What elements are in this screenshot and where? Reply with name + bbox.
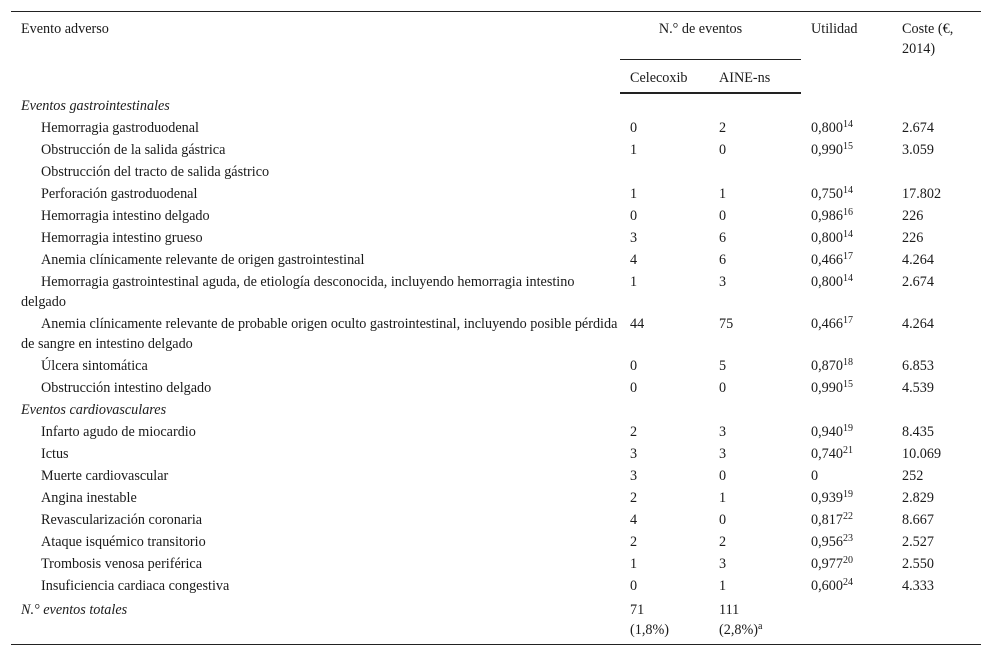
utility-value [801,160,892,182]
celecoxib-count: 1 [630,556,638,572]
cost-value: 8.667 [902,512,934,528]
celecoxib-count: 1 [630,186,638,202]
utility-value [801,442,892,464]
table-row [11,248,981,270]
utility-value [801,182,892,204]
aine-count: 3 [719,274,727,290]
section-row-gastrointestinal [11,93,981,116]
total-aine-pct: (2,8%) [719,622,759,638]
cost-value: 4.264 [902,252,934,268]
adverse-events-table [11,11,981,645]
total-utility-empty [801,596,892,645]
section-title: Eventos gastrointestinales [21,98,170,114]
header-utility: Utilidad [801,12,892,94]
aine-count: 3 [719,556,727,572]
utility-reference: 15 [842,141,853,152]
utility-number: 0,977 [811,556,843,572]
celecoxib-count: 4 [630,512,638,528]
utility-reference: 14 [842,185,853,196]
event-name: Obstrucción del tracto de salida gástrico [41,164,270,180]
utility-reference: 22 [842,511,853,522]
utility-reference: 17 [842,251,853,262]
event-name: Úlcera sintomática [41,358,148,374]
aine-count: 0 [719,512,727,528]
header-cost: Coste (€, 2014) [892,12,981,94]
total-celecoxib-count: 71 [630,602,645,618]
total-aine-pct-line [719,620,801,640]
utility-number: 0 [811,468,819,484]
table-row [11,530,981,552]
event-name: Hemorragia gastroduodenal [41,120,199,136]
utility-reference: 14 [842,273,853,284]
event-name: Ictus [41,446,69,462]
aine-count [709,160,801,182]
cost-value: 226 [902,208,924,224]
utility-number: 0,800 [811,274,843,290]
utility-number: 0,466 [811,252,843,268]
utility-reference: 17 [842,315,853,326]
aine-count: 0 [719,468,727,484]
utility-number: 0,817 [811,512,843,528]
celecoxib-count: 0 [630,208,638,224]
utility-value [801,138,892,160]
total-cost-empty [892,596,981,645]
utility-number: 0,740 [811,446,843,462]
utility-reference: 23 [842,533,853,544]
cost-value: 3.059 [902,142,934,158]
event-name: Obstrucción de la salida gástrica [41,142,226,158]
utility-value [801,486,892,508]
total-celecoxib [620,596,709,645]
cost-value: 4.539 [902,380,934,396]
aine-count: 2 [719,534,727,550]
cost-value: 252 [902,468,924,484]
utility-reference: 24 [842,577,853,588]
aine-count: 6 [719,252,727,268]
celecoxib-count: 0 [630,578,638,594]
cost-value: 2.829 [902,490,934,506]
aine-count: 0 [719,380,727,396]
table-row [11,312,981,354]
total-aine-count: 111 [719,602,740,618]
table-row [11,354,981,376]
utility-value [801,226,892,248]
cost-value: 2.550 [902,556,934,572]
celecoxib-count: 3 [630,446,638,462]
utility-reference: 19 [842,489,853,500]
event-name: Ataque isquémico transitorio [41,534,206,550]
total-label: N.° eventos totales [11,596,620,645]
cost-value: 2.674 [902,120,934,136]
table-row [11,552,981,574]
utility-number: 0,990 [811,380,843,396]
table-row [11,226,981,248]
utility-value [801,530,892,552]
cost-value: 2.527 [902,534,934,550]
event-name: Hemorragia intestino delgado [41,208,210,224]
celecoxib-count: 1 [630,274,638,290]
total-aine-footnote: a [758,621,763,632]
section-row-cardiovascular [11,398,981,420]
event-name: Revascularización coronaria [41,512,203,528]
table-row [11,204,981,226]
utility-reference: 14 [842,119,853,130]
utility-reference: 19 [842,423,853,434]
celecoxib-count: 0 [630,120,638,136]
table-row [11,376,981,398]
section-title: Eventos cardiovasculares [21,402,167,418]
celecoxib-count: 4 [630,252,638,268]
table-row [11,270,981,312]
cost-value: 4.333 [902,578,934,594]
table-row [11,138,981,160]
utility-value [801,376,892,398]
utility-value [801,204,892,226]
utility-value [801,464,892,486]
total-aine [709,596,801,645]
utility-value [801,270,892,312]
table-row [11,486,981,508]
cost-value: 2.674 [902,274,934,290]
utility-number: 0,750 [811,186,843,202]
cost-value: 8.435 [902,424,934,440]
table-row [11,116,981,138]
utility-value [801,420,892,442]
celecoxib-count: 3 [630,468,638,484]
utility-value [801,552,892,574]
utility-reference: 21 [842,445,853,456]
cost-value [892,160,981,182]
utility-value [801,312,892,354]
aine-count: 3 [719,424,727,440]
total-celecoxib-pct: (1,8%) [630,622,670,638]
table-row [11,442,981,464]
celecoxib-count: 3 [630,230,638,246]
table-row [11,182,981,204]
table-row [11,160,981,182]
table-body [11,93,981,645]
utility-reference: 14 [842,229,853,240]
event-name: Perforación gastroduodenal [41,186,198,202]
aine-count: 6 [719,230,727,246]
celecoxib-count: 44 [630,316,645,332]
aine-count: 1 [719,186,727,202]
celecoxib-count: 2 [630,534,638,550]
utility-reference: 20 [842,555,853,566]
header-aine: AINE-ns [709,60,801,94]
celecoxib-count: 0 [630,358,638,374]
cost-value: 17.802 [902,186,942,202]
celecoxib-count: 2 [630,490,638,506]
adverse-events-table-container [11,11,981,645]
utility-number: 0,940 [811,424,843,440]
aine-count: 1 [719,490,727,506]
event-name: Obstrucción intestino delgado [41,380,212,396]
utility-value [801,508,892,530]
event-name: Angina inestable [41,490,137,506]
event-name: Hemorragia intestino grueso [41,230,203,246]
utility-number: 0,600 [811,578,843,594]
event-name: Muerte cardiovascular [41,468,169,484]
celecoxib-count [620,160,709,182]
table-row [11,464,981,486]
cost-value: 226 [902,230,924,246]
utility-reference: 15 [842,379,853,390]
aine-count: 1 [719,578,727,594]
event-name: Insuficiencia cardiaca congestiva [41,578,230,594]
celecoxib-count: 1 [630,142,638,158]
cost-value: 4.264 [902,316,934,332]
header-celecoxib: Celecoxib [620,60,709,94]
utility-value [801,248,892,270]
aine-count: 0 [719,208,727,224]
aine-count: 75 [719,316,734,332]
utility-value [801,574,892,596]
event-name: Anemia clínicamente relevante de probable origen oculto gastrointestinal, incluyendo posible pérdida de sangre en intestino delgado [21,316,618,352]
utility-reference: 16 [842,207,853,218]
aine-count: 5 [719,358,727,374]
utility-reference: 18 [842,357,853,368]
header-event: Evento adverso [11,12,620,94]
utility-number: 0,990 [811,142,843,158]
aine-count: 2 [719,120,727,136]
total-row [11,596,981,645]
celecoxib-count: 0 [630,380,638,396]
utility-number: 0,870 [811,358,843,374]
utility-number: 0,956 [811,534,843,550]
aine-count: 3 [719,446,727,462]
table-row [11,508,981,530]
header-event-count-label: N.° de eventos [658,21,743,37]
cost-value: 6.853 [902,358,934,374]
utility-number: 0,939 [811,490,843,506]
event-name: Anemia clínicamente relevante de origen gastrointestinal [41,252,365,268]
table-row [11,420,981,442]
event-name: Infarto agudo de miocardio [41,424,196,440]
event-name: Hemorragia gastrointestinal aguda, de etiología desconocida, incluyendo hemorragia intestino delgado [21,274,575,310]
table-row [11,574,981,596]
event-name: Trombosis venosa periférica [41,556,203,572]
utility-value [801,116,892,138]
utility-number: 0,466 [811,316,843,332]
aine-count: 0 [719,142,727,158]
utility-number: 0,800 [811,120,843,136]
utility-number: 0,986 [811,208,843,224]
utility-value [801,354,892,376]
cost-value: 10.069 [902,446,942,462]
header-event-count-group [620,12,801,60]
table-header [11,12,981,94]
utility-number: 0,800 [811,230,843,246]
celecoxib-count: 2 [630,424,638,440]
